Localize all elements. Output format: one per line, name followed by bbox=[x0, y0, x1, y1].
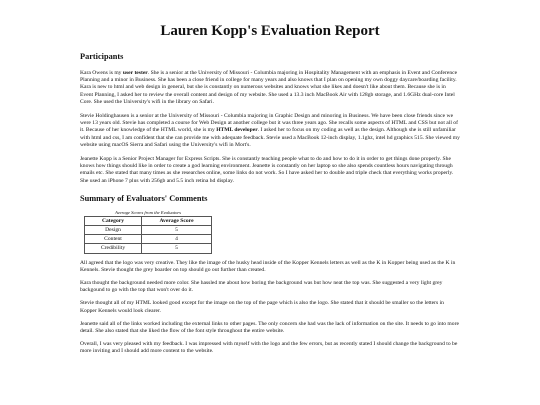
owens-role: user tester bbox=[122, 70, 148, 76]
table-row bbox=[85, 235, 212, 244]
participants-heading: Participants bbox=[80, 52, 124, 61]
table-cell-score: 5 bbox=[142, 226, 212, 235]
table-header-average-score: Average Score bbox=[142, 216, 212, 225]
stevie-text-rest: . I asked her to focus on my coding as well as the design. Although she is still unfamiliar with html and css, I am confident that she can provide me with adequate feedback. Stevie used a MacBook 12-inch display, 1.1ghz, intel hd graphics 515. She viewed my website using macOS Sierra and Safari using the University's wifi in Mort's. bbox=[80, 127, 460, 148]
participant-owens-paragraph bbox=[80, 70, 460, 106]
table-cell-score: 5 bbox=[142, 244, 212, 253]
table-header-category: Category bbox=[85, 216, 142, 225]
owens-text-lead: Kara Owens is my bbox=[80, 70, 123, 76]
table-row bbox=[85, 226, 212, 235]
table-cell-category: Design bbox=[85, 226, 142, 235]
stevie-role: HTML developer bbox=[216, 127, 258, 134]
summary-overall-paragraph: Overall, I was very pleased with my feedback. I was impressed with myself with the logo and the few errors, but as recently stated I should change the background to be more inviting and I should add more content to the website. bbox=[80, 341, 458, 355]
scores-table-wrap bbox=[84, 210, 212, 254]
page-title: Lauren Kopp's Evaluation Report bbox=[160, 23, 380, 39]
summary-background-paragraph: Kara thought the background needed more color. She hassled me about how boring the background was but how neat the top was. She suggested a very light grey backgound to go with the top that won't over do it. bbox=[80, 280, 443, 294]
table-cell-score: 4 bbox=[142, 235, 212, 244]
table-header-row bbox=[85, 216, 212, 225]
summary-html-paragraph: Stevie thought all of my HTML looked good except for the image on the top of the page which is also the logo. She stated that it should be smaller so the letters in Kopper Kennels would look clearer. bbox=[80, 300, 444, 314]
scores-table bbox=[84, 216, 212, 254]
table-cell-category: Content bbox=[85, 235, 142, 244]
stevie-text-lead: Stevie Holdinghausen is a senior at the University of Missouri - Columbia majoring in Graphic Design and minoring in Business. We have been close friends since we were 13 years old. Stevie has completed a course for Web Design at another college but it was three years ago. She recalls some aspects of HTML and CSS but not all of it. Because of her knowledge of the HTML world, she is my bbox=[80, 113, 458, 134]
summary-heading: Summary of Evaluators' Comments bbox=[80, 193, 208, 203]
table-row bbox=[85, 244, 212, 253]
owens-text-rest: . She is a senior at the University of Missouri - Columbia majoring in Hospitality Management with an emphasis in Event and Conference Planning and a minor in Business. She has been a close friend in college for many years and also knows that I plan on opening my own doggy daycare/boarding facility. Kara is new to html and web design in general, but she is constantly on numerous websites and knows what she likes and doesn't like about them. Because she is in Event Planning, I asked her to review the overall content and design of my website. She used a 13.3 inch MacBook Air with 128gb storage, and 1.6GHz dual-core Intel Core. She used the University's wifi in the library on Safari. bbox=[80, 70, 458, 105]
table-cell-category: Credibility bbox=[85, 244, 142, 253]
scores-table-caption: Average Scores from the Evaluators bbox=[114, 209, 181, 215]
summary-logo-paragraph: All agreed that the logo was very creative. They like the image of the husky head inside of the Kopper Kennels letters as well as the K in Kopper being used as the K in Kennels. Stevie thought the grey boarder on top should go out further than created. bbox=[80, 259, 456, 273]
participant-jeanette-paragraph: Jeanette Kopp is a Senior Project Manager for Express Scripts. She is constantly teaching people what to do and how to do it in order to get things done properly. She knows how things should like in order to create a god learning environment. Jeanette is constantly on her laptop so she also spends countless hours navigating through emails etc. She stated that many times as she researches online, some links do not work. So I have asked her to double and triple check that everything works properly. She used an iPhone 7 plus with 256gb and 5.5 inch retina hd display. bbox=[80, 156, 454, 184]
participant-stevie-paragraph bbox=[80, 113, 460, 149]
summary-links-paragraph: Jeanette said all of the links worked including the external links to other pages. The only concern she had was the lack of information on the site. It needs to go into more detail. She also stated that she liked the flow of the font style throughout the entire website. bbox=[80, 320, 459, 335]
